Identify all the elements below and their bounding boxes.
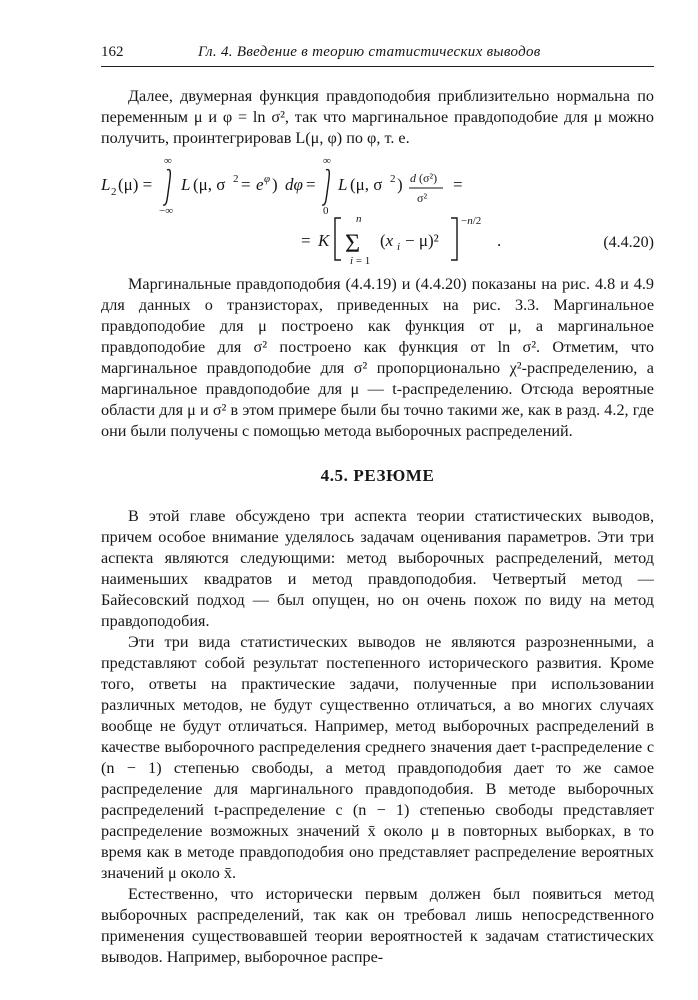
svg-text:2: 2 [233, 173, 239, 185]
paragraph-summary-3: Естественно, что исторически первым должен был появиться метод выборочных распределений, так как он требовал лишь непосредственного применения существовавшей теории вероятностей к задачам статистических выводов. Например, выборочное распре- [101, 885, 654, 966]
svg-text:=: = [301, 231, 311, 250]
paragraph-summary-1: В этой главе обсуждено три аспекта теории статистических выводов, причем особое внимание уделялось задачам оценивания параметров. Эти три аспекта являются следующими: метод выборочных распределений, метод наименьших квадратов и метод правдоподобия. Четвертый метод — Байесовский подход — был опущен, но он очень похож по виду на метод правдоподобия. [101, 507, 654, 630]
section-heading: 4.5. РЕЗЮМЕ [320, 466, 435, 485]
paragraph-summary-2: Эти три вида статистических выводов не являются разрозненными, а представляют собой результат постепенного исторического развития. Кроме того, ответы на практические задачи, полученные при использовании различных методов, не будут существенно отличаться, а во многих случаях вообще не будут отличаться. Например, метод выборочных распределений в качестве выборочного распределения среднего значения дает t-распределение с (n − 1) степенью свободы, а метод правдоподобия дает то же самое распределение для маргинального правдоподобия. В методе выборочных распределений t-распределение с (n − 1) степенью свободы представляет распределение возможных значений x̄ около μ в повторных выборках, в то время как в методе правдоподобия оно представляет распределение вероятных значений μ около x̄. [101, 633, 654, 882]
svg-text:−∞: −∞ [159, 205, 174, 216]
svg-text:−n/2: −n/2 [461, 215, 482, 227]
svg-text:∞: ∞ [323, 156, 331, 167]
header-rule [101, 66, 654, 67]
paragraph-marginal-likelihoods: Маргинальные правдоподобия (4.4.19) и (4.4.20) показаны на рис. 4.8 и 4.9 для данных о транзисторах, приведенных на рис. 3.3. Маргинальное правдоподобие для μ построено как функция от μ, а маргинальное правдоподобие для σ² построено как функция от ln σ². Отметим, что маргинальное правдоподобие для σ² пропорционально χ²-распределению, а маргинальное правдоподобие для μ — t-распределению. Отсюда вероятные области для μ и σ² в этом примере были бы точно такими же, как в разд. 4.2, где они были получены с помощью метода выборочных распределений. [101, 275, 654, 440]
svg-text:L: L [101, 175, 111, 194]
svg-text:L: L [181, 175, 191, 194]
svg-text:(μ, σ: (μ, σ [350, 175, 383, 194]
svg-text:(μ, σ: (μ, σ [193, 175, 226, 194]
svg-text:i = 1: i = 1 [350, 255, 371, 264]
svg-text:=: = [241, 175, 251, 194]
equation-4-4-20 [101, 152, 654, 268]
svg-text:n: n [356, 213, 362, 225]
svg-text:e: e [256, 175, 264, 194]
svg-text:.: . [497, 231, 502, 250]
svg-text:Σ: Σ [345, 229, 361, 258]
running-head [101, 44, 654, 66]
svg-text:σ²: σ² [417, 191, 428, 205]
svg-text:∞: ∞ [164, 156, 172, 167]
svg-text:d (σ²): d (σ²) [410, 171, 438, 185]
svg-text:=: = [306, 175, 316, 194]
paragraph-intro: Далее, двумерная функция правдоподобия приблизительно нормальна по переменным μ и φ = ln σ², так что маргинальное правдоподобие для μ можно получить, проинтегрировав L(μ, φ) по φ, т. е. [101, 87, 654, 147]
svg-text:K: K [318, 231, 330, 250]
svg-text:− μ)²: − μ)² [405, 231, 439, 250]
equation-line-1 [101, 156, 654, 216]
svg-text:i: i [397, 241, 401, 253]
svg-text:2: 2 [390, 173, 396, 185]
page-number: 162 [101, 44, 124, 60]
svg-text:L: L [338, 175, 348, 194]
svg-text:(μ) =: (μ) = [118, 175, 153, 194]
svg-text:): ) [397, 175, 403, 194]
svg-text:(x: (x [380, 231, 394, 250]
chapter-title: Гл. 4. Введение в теорию статистических выводов [198, 44, 541, 60]
svg-text:2: 2 [111, 186, 117, 198]
equation-number: (4.4.20) [603, 234, 654, 251]
svg-text:φ: φ [264, 173, 271, 185]
svg-text:): ) [272, 175, 278, 194]
svg-text:=: = [453, 175, 463, 194]
svg-text:0: 0 [323, 205, 329, 216]
svg-text:dφ: dφ [285, 175, 303, 194]
